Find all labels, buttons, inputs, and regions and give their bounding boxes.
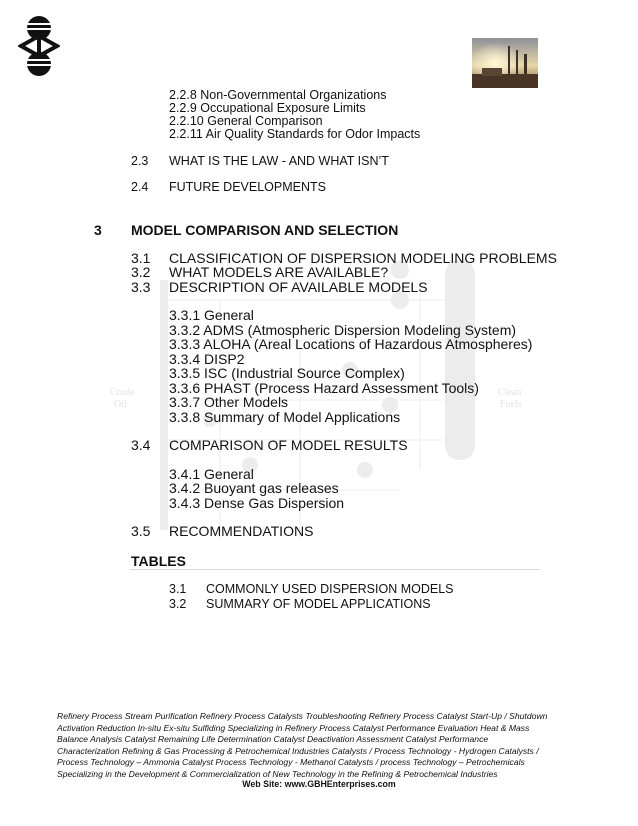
toc-num-3-3: 3.3 bbox=[131, 279, 151, 295]
toc-item-3-4-2: 3.4.2 Buoyant gas releases bbox=[169, 480, 339, 496]
footer-line: Activation Reduction In-situ Ex-situ Sulfiding Specializing in Refinery Process Catalyst Performance Evaluation Heat & Mass bbox=[57, 722, 530, 733]
chapter-3-number: 3 bbox=[94, 222, 102, 238]
refinery-photo bbox=[472, 38, 538, 88]
footer-line: Process Technology – Ammonia Catalyst Process Technology - Methanol Catalysts / process Technology – Petrochemicals bbox=[57, 757, 525, 767]
footer-line: Characterization Refining & Gas Processing & Petrochemical Industries Catalysts / Process Technology - Hydrogen Catalysts / bbox=[57, 745, 539, 756]
toc-item-3-4-1: 3.4.1 General bbox=[169, 466, 254, 482]
toc-item-2-2-8: 2.2.8 Non-Governmental Organizations bbox=[169, 88, 387, 102]
toc-num-3-5: 3.5 bbox=[131, 523, 151, 539]
toc-num-3-2: 3.2 bbox=[131, 264, 151, 280]
toc-title-3-5: RECOMMENDATIONS bbox=[169, 523, 314, 539]
footer-line: Balance Analysis Catalyst Remaining Life Determination Catalyst Deactivation Assessment Catalyst Performance bbox=[57, 734, 489, 744]
footer-line: Refinery Process Stream Purification Refinery Process Catalysts Troubleshooting Refinery Process Catalyst Start-Up / Shutdown bbox=[57, 711, 548, 721]
company-logo-icon bbox=[18, 14, 60, 78]
table-title-3-1: COMMONLY USED DISPERSION MODELS bbox=[206, 582, 454, 596]
toc-item-2-2-9: 2.2.9 Occupational Exposure Limits bbox=[169, 101, 366, 115]
toc-title-3-4: COMPARISON OF MODEL RESULTS bbox=[169, 437, 408, 453]
toc-item-3-3-4: 3.3.4 DISP2 bbox=[169, 351, 245, 367]
watermark-fuels-label: Fuels bbox=[500, 399, 522, 410]
toc-item-3-3-7: 3.3.7 Other Models bbox=[169, 394, 289, 410]
toc-item-2-2-11: 2.2.11 Air Quality Standards for Odor Impacts bbox=[169, 127, 421, 141]
table-title-3-2: SUMMARY OF MODEL APPLICATIONS bbox=[206, 597, 431, 611]
toc-title-2-4: FUTURE DEVELOPMENTS bbox=[169, 180, 326, 194]
watermark-oil-label: Oil bbox=[114, 399, 127, 410]
toc-item-3-3-3: 3.3.3 ALOHA (Areal Locations of Hazardous Atmospheres) bbox=[169, 336, 533, 352]
footer-line: Specializing in the Development & Commercialization of New Technology in the Refining & Petrochemical Industries bbox=[57, 768, 498, 779]
toc-item-3-3-2: 3.3.2 ADMS (Atmospheric Dispersion Modeling System) bbox=[169, 322, 517, 338]
chapter-3-title: MODEL COMPARISON AND SELECTION bbox=[131, 222, 399, 238]
footer-services bbox=[57, 711, 597, 780]
toc-item-2-2-10: 2.2.10 General Comparison bbox=[169, 114, 323, 128]
toc-title-3-1: CLASSIFICATION OF DISPERSION MODELING PROBLEMS bbox=[169, 250, 557, 266]
table-num-3-1: 3.1 bbox=[169, 582, 187, 596]
tables-heading: TABLES bbox=[131, 553, 186, 569]
toc-title-3-2: WHAT MODELS ARE AVAILABLE? bbox=[169, 264, 389, 280]
watermark-crude-label: Crude bbox=[110, 387, 135, 398]
toc-num-2-3: 2.3 bbox=[131, 154, 149, 168]
toc-num-2-4: 2.4 bbox=[131, 180, 149, 194]
toc-item-3-4-3: 3.4.3 Dense Gas Dispersion bbox=[169, 495, 345, 511]
website-link[interactable]: Web Site: www.GBHEnterprises.com bbox=[242, 779, 396, 789]
table-num-3-2: 3.2 bbox=[169, 597, 187, 611]
toc-item-3-3-8: 3.3.8 Summary of Model Applications bbox=[169, 409, 401, 425]
toc-item-3-3-6: 3.3.6 PHAST (Process Hazard Assessment Tools) bbox=[169, 380, 479, 396]
watermark-clean-label: Clean bbox=[498, 387, 522, 398]
toc-title-3-3: DESCRIPTION OF AVAILABLE MODELS bbox=[169, 279, 428, 295]
toc-num-3-1: 3.1 bbox=[131, 250, 151, 266]
toc-item-3-3-1: 3.3.1 General bbox=[169, 307, 254, 323]
divider bbox=[130, 569, 540, 570]
toc-num-3-4: 3.4 bbox=[131, 437, 151, 453]
toc-item-3-3-5: 3.3.5 ISC (Industrial Source Complex) bbox=[169, 365, 405, 381]
toc-title-2-3: WHAT IS THE LAW - AND WHAT ISN’T bbox=[169, 154, 389, 168]
